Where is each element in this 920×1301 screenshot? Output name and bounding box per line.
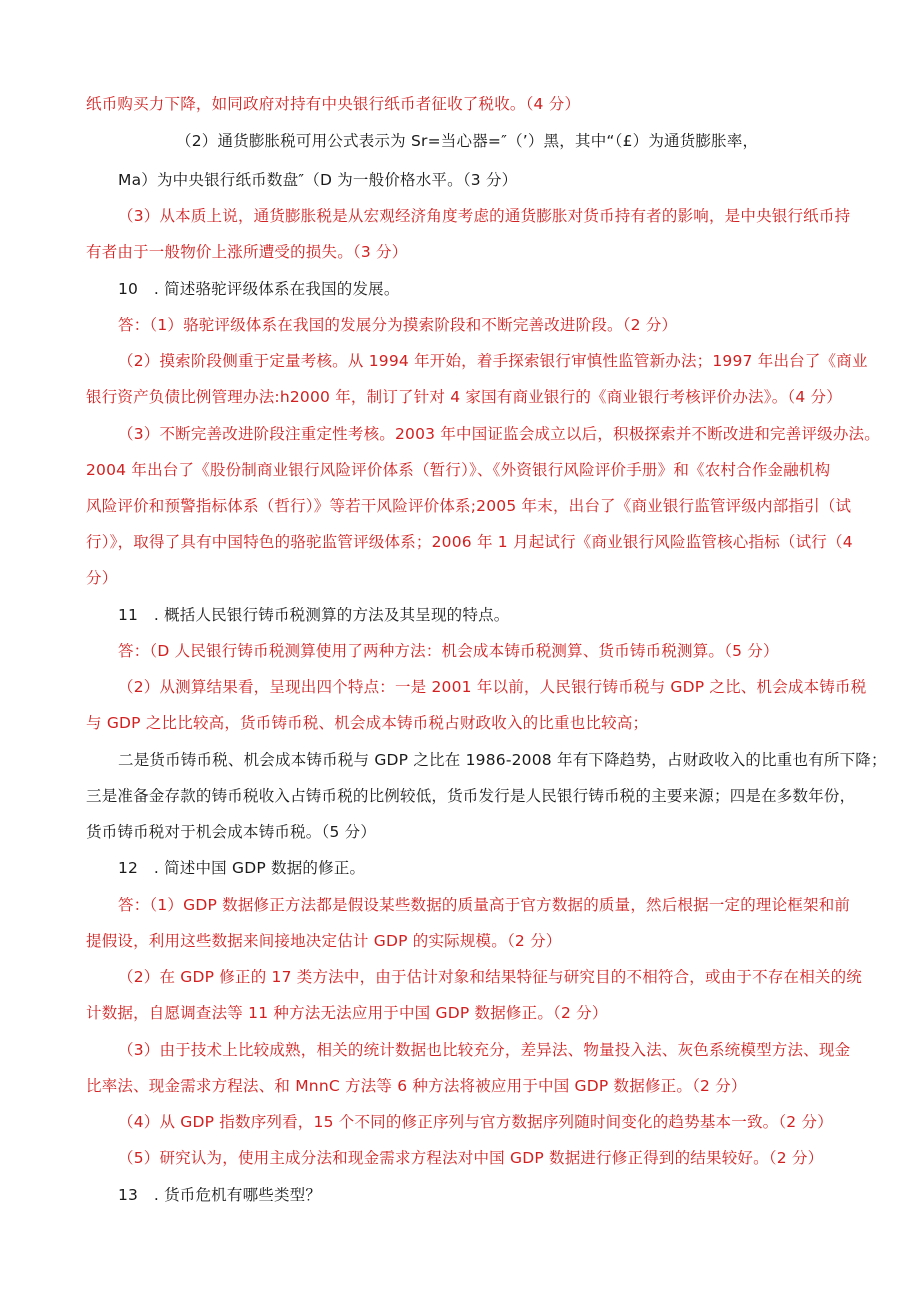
text-line: 风险评价和预警指标体系（哲行）》等若干风险评价体系;2005 年末，出台了《商业银行监管评级内部指引（试 — [86, 497, 852, 515]
text-line: 行）》，取得了具有中国特色的骆驼监管评级体系；2006 年 1 月起试行《商业银行风险监管核心指标（试行（4 — [86, 533, 853, 551]
text-line: （5）研究认为，使用主成分法和现金需求方程法对中国 GDP 数据进行修正得到的结果较好。（2 分） — [118, 1149, 824, 1167]
question-heading: 13 . 货币危机有哪些类型？ — [118, 1186, 322, 1204]
text-line: （3）由于技术上比较成熟，相关的统计数据也比较充分，差异法、物量投入法、灰色系统模型方法、现金 — [118, 1041, 851, 1059]
answer-line: 答：（D 人民银行铸币税测算使用了两种方法：机会成本铸币税测算、货币铸币税测算。（5 分） — [118, 642, 779, 660]
answer-line: 答：（1）骆驼评级体系在我国的发展分为摸索阶段和不断完善改进阶段。（2 分） — [118, 316, 678, 334]
text-line: Ma）为中央银行纸币数盘″（D 为一般价格水平。（3 分） — [118, 171, 518, 189]
answer-line: 答：（1）GDP 数据修正方法都是假设某些数据的质量高于官方数据的质量，然后根据一定的理论框架和前 — [118, 896, 851, 914]
text-line: （2）从测算结果看，呈现出四个特点：一是 2001 年以前，人民银行铸币税与 GDP 之比、机会成本铸币税 — [118, 678, 867, 696]
text-line: （3）从本质上说，通货膨胀税是从宏观经济角度考虑的通货膨胀对货币持有者的影响，是中央银行纸币持 — [118, 207, 851, 225]
text-line: 提假设，利用这些数据来间接地决定估计 GDP 的实际规模。（2 分） — [86, 932, 562, 950]
text-line: 货币铸币税对于机会成本铸币税。（5 分） — [86, 823, 377, 841]
question-heading: 11 . 概括人民银行铸币税测算的方法及其呈现的特点。 — [118, 606, 510, 624]
text-line: 与 GDP 之比比较高，货币铸币税、机会成本铸币税占财政收入的比重也比较高； — [86, 714, 649, 732]
text-line: （2）通货膨胀税可用公式表示为 Sr=当心器=″（’）黑，其中“（£）为通货膨胀率， — [176, 132, 759, 150]
text-line: 银行资产负债比例管理办法:h2000 年，制订了针对 4 家国有商业银行的《商业银行考核评价办法》。（4 分） — [86, 388, 842, 406]
text-line: 2004 年出台了《股份制商业银行风险评价体系（暂行）》、《外资银行风险评价手册》和《农村合作金融机构 — [86, 461, 831, 479]
question-heading: 12 . 简述中国 GDP 数据的修正。 — [118, 859, 366, 877]
text-line: 比率法、现金需求方程法、和 MnnC 方法等 6 种方法将被应用于中国 GDP 数据修正。（2 分） — [86, 1077, 747, 1095]
text-line: 有者由于一般物价上涨所遭受的损失。（3 分） — [86, 243, 408, 261]
text-line: （3）不断完善改进阶段注重定性考核。2003 年中国证监会成立以后，积极探索并不断改进和完善评级办法。 — [118, 425, 880, 443]
text-line: （2）摸索阶段侧重于定量考核。从 1994 年开始，着手探索银行审慎性监管新办法；1997 年出台了《商业 — [118, 352, 868, 370]
text-line: （2）在 GDP 修正的 17 类方法中，由于估计对象和结果特征与研究目的不相符合，或由于不存在相关的统 — [118, 968, 862, 986]
text-line: 二是货币铸币税、机会成本铸币税与 GDP 之比在 1986-2008 年有下降趋势，占财政收入的比重也有所下降； — [118, 751, 887, 769]
text-line: 分） — [86, 569, 118, 587]
text-line: 三是准备金存款的铸币税收入占铸币税的比例较低，货币发行是人民银行铸币税的主要来源；四是在多数年份， — [86, 787, 856, 805]
question-heading: 10 . 简述骆驼评级体系在我国的发展。 — [118, 280, 400, 298]
text-line: （4）从 GDP 指数序列看，15 个不同的修正序列与官方数据序列随时间变化的趋势基本一致。（2 分） — [118, 1113, 833, 1131]
text-line: 纸币购买力下降，如同政府对持有中央银行纸币者征收了税收。（4 分） — [86, 95, 581, 113]
text-line: 计数据，自愿调查法等 11 种方法无法应用于中国 GDP 数据修正。（2 分） — [86, 1004, 608, 1022]
